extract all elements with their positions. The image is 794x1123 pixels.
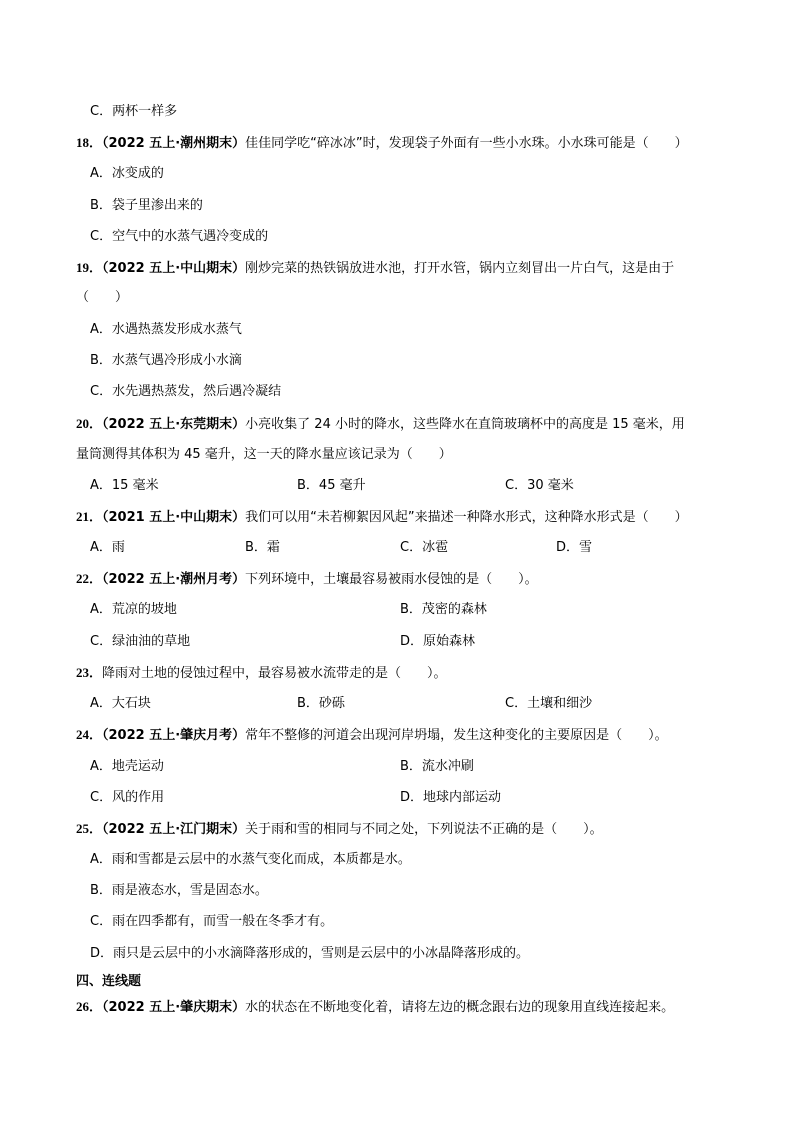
q23-option-b: B．砂砾 (297, 696, 345, 711)
q22-option-d: D．原始森林 (400, 634, 476, 649)
question-source: （2022 五上·东莞期末） (102, 417, 246, 432)
question-number: 24． (76, 727, 103, 742)
question-text: 降雨对土地的侵蚀过程中，最容易被水流带走的是（ ）。 (102, 666, 447, 681)
q19-option-b: B．水蒸气遇冷形成小水滴 (90, 353, 242, 368)
question-number: 18． (76, 135, 103, 150)
q24-option-b: B．流水冲刷 (400, 759, 474, 774)
question-source: （2022 五上·肇庆月考） (102, 728, 246, 743)
question-25 (76, 819, 736, 839)
question-text: 刚炒完菜的热铁锅放进水池，打开水管，锅内立刻冒出一片白气，这是由于 (245, 261, 675, 276)
question-source: （2022 五上·潮州期末） (102, 136, 246, 151)
q20-option-a: A．15 毫米 (90, 478, 159, 493)
q20-text-continued: 量筒测得其体积为 45 毫升，这一天的降水量应该记录为（ ） (76, 447, 452, 462)
section-heading: 四、连线题 (76, 974, 142, 989)
question-text: 小亮收集了 24 小时的降水，这些降水在直筒玻璃杯中的高度是 15 毫米，用 (245, 417, 685, 432)
question-20 (76, 414, 736, 434)
q21-option-d: D．雪 (556, 540, 593, 555)
question-text: 水的状态在不断地变化着，请将左边的概念跟右边的现象用直线连接起来。 (245, 1000, 675, 1015)
question-26 (76, 997, 736, 1017)
question-source: （2022 五上·江门期末） (102, 822, 246, 837)
question-number: 22． (76, 571, 103, 586)
q19-option-c: C．水先遇热蒸发，然后遇冷凝结 (90, 384, 282, 399)
question-source: （2022 五上·肇庆期末） (102, 1000, 246, 1015)
question-text: 我们可以用“未若柳絮因风起”来描述一种降水形式，这种降水形式是（ ） (245, 510, 688, 525)
q21-option-a: A．雨 (90, 540, 125, 555)
q25-option-c: C．雨在四季都有，而雪一般在冬季才有。 (90, 914, 334, 929)
q20-option-b: B．45 毫升 (297, 478, 366, 493)
question-text: 常年不整修的河道会出现河岸坍塌，发生这种变化的主要原因是（ ）。 (245, 728, 668, 743)
q25-option-d: D．雨只是云层中的小水滴降落形成的，雪则是云层中的小冰晶降落形成的。 (90, 946, 530, 961)
question-text: 下列环境中，土壤最容易被雨水侵蚀的是（ ）。 (245, 572, 538, 587)
question-source: （2022 五上·中山期末） (102, 261, 246, 276)
q18-option-a: A．冰变成的 (90, 166, 164, 181)
question-number: 20． (76, 416, 103, 431)
question-source: （2022 五上·潮州月考） (102, 572, 246, 587)
q23-option-c: C．土壤和细沙 (505, 696, 593, 711)
q25-option-a: A．雨和雪都是云层中的水蒸气变化而成，本质都是水。 (90, 852, 411, 867)
q18-option-b: B．袋子里渗出来的 (90, 198, 203, 213)
question-text: 佳佳同学吃“碎冰冰”时，发现袋子外面有一些小水珠。小水珠可能是（ ） (245, 136, 688, 151)
q20-option-c: C．30 毫米 (505, 478, 574, 493)
q21-option-c: C．冰雹 (400, 540, 449, 555)
q18-option-c: C．空气中的水蒸气遇冷变成的 (90, 229, 269, 244)
question-21 (76, 507, 736, 527)
q19-option-a: A．水遇热蒸发形成水蒸气 (90, 322, 242, 337)
q22-option-a: A．荒凉的坡地 (90, 602, 177, 617)
question-number: 19． (76, 260, 103, 275)
q24-option-d: D．地球内部运动 (400, 790, 502, 805)
q21-option-b: B．霜 (245, 540, 280, 555)
q24-option-c: C．风的作用 (90, 790, 165, 805)
q22-option-b: B．茂密的森林 (400, 602, 487, 617)
q22-option-c: C．绿油油的草地 (90, 634, 191, 649)
question-source: （2021 五上·中山期末） (102, 510, 246, 525)
q23-option-a: A．大石块 (90, 696, 151, 711)
q17-option-c: C．两杯一样多 (90, 104, 178, 119)
question-18 (76, 133, 736, 153)
q25-option-b: B．雨是液态水，雪是固态水。 (90, 883, 268, 898)
q19-text-continued: （ ） (76, 290, 129, 305)
q24-option-a: A．地壳运动 (90, 759, 164, 774)
question-22 (76, 569, 736, 589)
question-number: 21． (76, 509, 103, 524)
question-number: 23． (76, 665, 103, 680)
question-number: 26． (76, 999, 103, 1014)
question-24 (76, 725, 736, 745)
question-number: 25． (76, 821, 103, 836)
question-text: 关于雨和雪的相同与不同之处，下列说法不正确的是（ ）。 (245, 822, 603, 837)
question-19 (76, 258, 736, 278)
question-23 (76, 663, 736, 683)
